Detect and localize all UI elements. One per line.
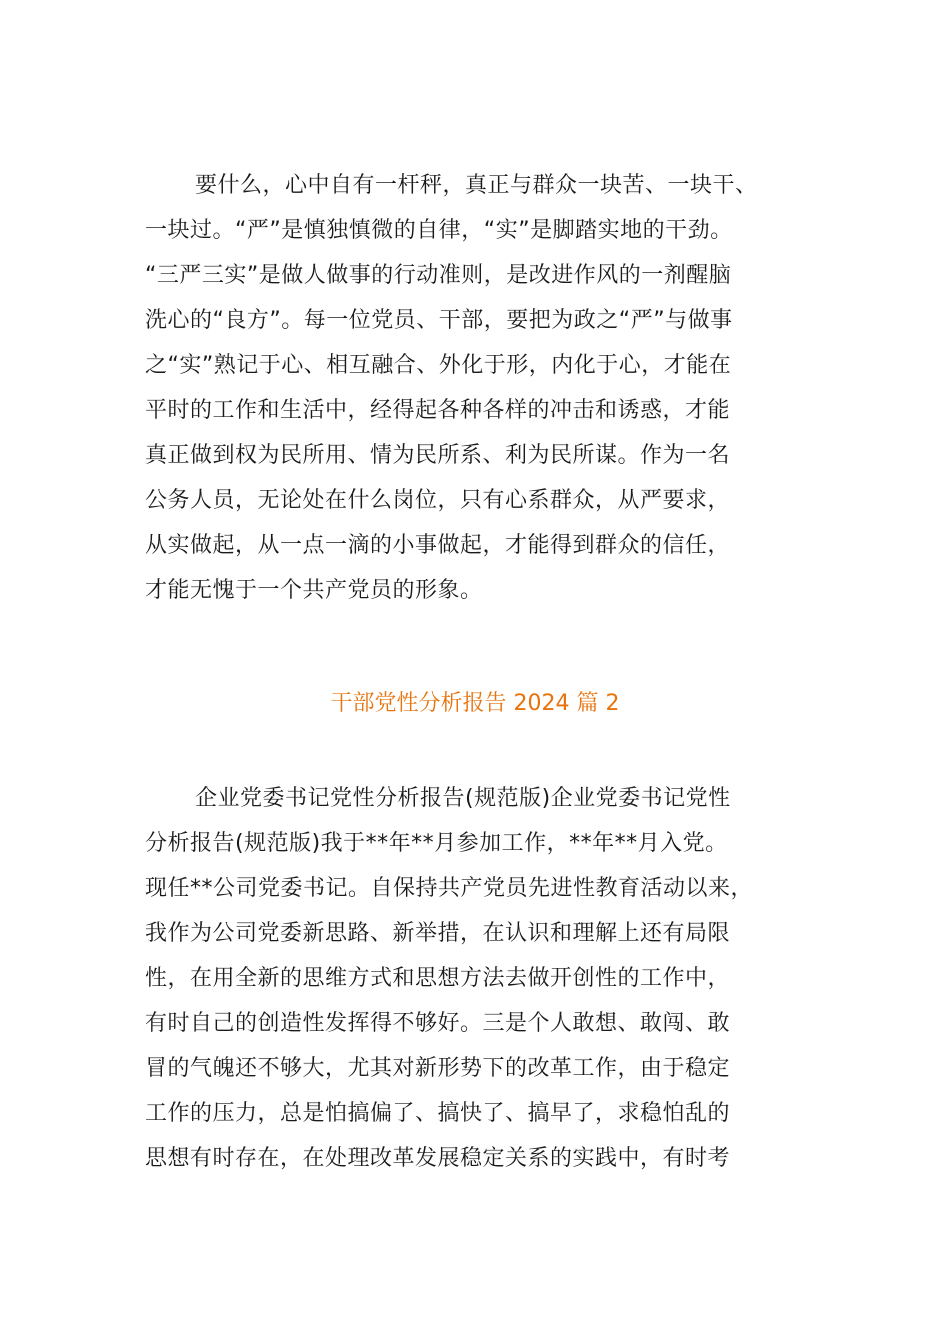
paragraph-1-line-1: 要什么，心中自有一杆秤，真正与群众一块苦、一块干、 bbox=[195, 173, 758, 198]
paragraph-2-line-2: 分析报告(规范版)我于**年**月参加工作，**年**月入党。 bbox=[145, 831, 728, 856]
paragraph-1-line-9: 从实做起，从一点一滴的小事做起，才能得到群众的信任， bbox=[145, 533, 731, 558]
paragraph-2-line-6: 有时自己的创造性发挥得不够好。三是个人敢想、敢闯、敢 bbox=[145, 1011, 731, 1036]
paragraph-2-line-5: 性，在用全新的思维方式和思想方法去做开创性的工作中， bbox=[145, 966, 731, 991]
paragraph-1-line-10: 才能无愧于一个共产党员的形象。 bbox=[145, 578, 483, 603]
paragraph-1-line-3: “三严三实”是做人做事的行动准则，是改进作风的一剂醒脑 bbox=[145, 263, 732, 288]
paragraph-2-line-3: 现任**公司党委书记。自保持共产党员先进性教育活动以来， bbox=[145, 876, 754, 901]
paragraph-1-line-4: 洗心的“良方”。每一位党员、干部，要把为政之“严”与做事 bbox=[145, 308, 733, 333]
section-title: 干部党性分析报告 2024 篇 2 bbox=[330, 691, 620, 716]
paragraph-2-line-4: 我作为公司党委新思路、新举措，在认识和理解上还有局限 bbox=[145, 921, 731, 946]
paragraph-1-line-5: 之“实”熟记于心、相互融合、外化于形，内化于心，才能在 bbox=[145, 353, 732, 378]
paragraph-1-line-6: 平时的工作和生活中，经得起各种各样的冲击和诱惑，才能 bbox=[145, 398, 731, 423]
paragraph-1-line-7: 真正做到权为民所用、情为民所系、利为民所谋。作为一名 bbox=[145, 443, 731, 468]
paragraph-1-line-8: 公务人员，无论处在什么岗位，只有心系群众，从严要求， bbox=[145, 488, 731, 513]
paragraph-2-line-8: 工作的压力，总是怕搞偏了、搞快了、搞早了，求稳怕乱的 bbox=[145, 1101, 731, 1126]
paragraph-1-line-2: 一块过。“严”是慎独慎微的自律，“实”是脚踏实地的干劲。 bbox=[145, 218, 733, 243]
paragraph-2-line-7: 冒的气魄还不够大，尤其对新形势下的改革工作，由于稳定 bbox=[145, 1056, 731, 1081]
paragraph-2-line-1: 企业党委书记党性分析报告(规范版)企业党委书记党性 bbox=[195, 786, 731, 811]
paragraph-2-line-9: 思想有时存在，在处理改革发展稳定关系的实践中，有时考 bbox=[145, 1146, 731, 1171]
